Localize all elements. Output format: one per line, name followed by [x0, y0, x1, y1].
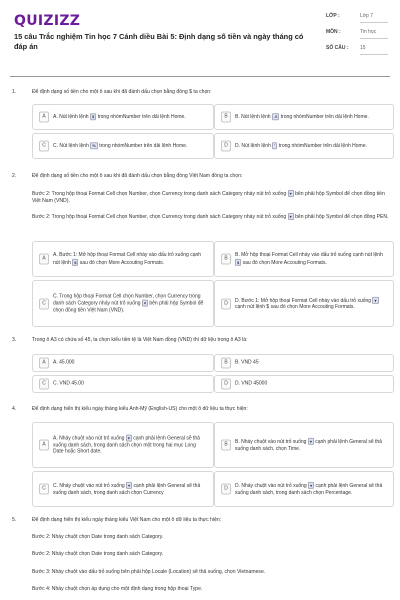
option-c[interactable] — [32, 280, 214, 327]
quizizz-logo: QUIZIZZ — [14, 13, 81, 29]
option-text: D. Bước 1: Mở hộp thoại Format Cell nháy vào dấu trỏ xuống ▾ cạnh nút lệnh $ sau đó chọn More Accouting Formats. — [235, 297, 377, 310]
question-number: 1. — [12, 89, 17, 95]
option-text: B. VND 45 — [235, 359, 259, 366]
meta-count-row — [326, 45, 388, 55]
option-text: A. Nút lệnh lệnh $ trong nhómNumber trên dải lệnh Home. — [53, 114, 186, 121]
option-d[interactable] — [214, 280, 394, 327]
option-a[interactable] — [32, 104, 214, 130]
option-c[interactable] — [32, 471, 214, 507]
header-divider — [10, 76, 390, 77]
subject-value: Tin học — [360, 29, 388, 39]
dropdown-arrow-icon: ▾ — [309, 438, 312, 444]
option-letter: D — [221, 298, 231, 309]
option-b[interactable] — [214, 241, 394, 277]
option-d[interactable] — [214, 471, 394, 507]
option-letter: C — [39, 298, 49, 309]
option-text: A. 45.000 — [53, 359, 75, 366]
question-step: Bước 2: Nháy chuột chọn Date trong danh sách Category. — [32, 551, 164, 557]
class-value: Lớp 7 — [360, 13, 388, 23]
question-text: Trong ô A3 có chứa số 45, ta chọn kiểu tiền tệ là Việt Nam đồng (VND) thì dữ liệu trong ô A3 là: — [32, 337, 248, 343]
dropdown-arrow-icon: ▾ — [127, 435, 130, 441]
decimal-button-icon: .0 — [273, 114, 278, 120]
dropdown-arrow-icon: ▾ — [143, 300, 146, 306]
option-c[interactable] — [32, 375, 214, 393]
dropdown-arrow-icon: ▾ — [310, 482, 313, 488]
option-letter: A — [39, 254, 49, 265]
count-value: 15 — [360, 45, 388, 55]
option-text: D. Nháy chuột vào nút trỏ xuống ▾ cạnh phải lệnh General sẽ thả xuống danh sách, trong danh sách chọn Percentage. — [235, 482, 383, 496]
percent-button-icon: % — [92, 143, 96, 149]
question-2 — [12, 173, 392, 328]
currency-button-icon: $ — [74, 259, 77, 265]
option-b[interactable] — [214, 422, 394, 468]
question-step: Bước 4: Nháy chuột chọn áp dụng cho một định dạng trong hộp thoại Type. — [32, 586, 203, 592]
option-text: C. VND 45.00 — [53, 380, 84, 387]
meta-panel — [326, 13, 388, 61]
option-d[interactable] — [214, 375, 394, 393]
option-letter: B — [221, 358, 231, 369]
meta-class-row — [326, 13, 388, 23]
option-a[interactable] — [32, 422, 214, 468]
question-4 — [12, 406, 392, 506]
question-text: Để định dạng số tiền cho một ô sau khi đã đánh dấu chọn bằng đồng $ ta chọn: — [32, 89, 212, 95]
option-d[interactable] — [214, 133, 394, 159]
question-text: Để định dạng hiển thị kiểu ngày tháng kiểu Anh-Mỹ (English-US) cho một ô dữ liệu ta thực hiện: — [32, 406, 248, 412]
option-c[interactable] — [32, 133, 214, 159]
option-letter: A — [39, 112, 49, 123]
count-label: SỐ CÂU : — [326, 45, 349, 51]
comma-button-icon: ’ — [274, 143, 276, 149]
currency-button-icon: $ — [91, 114, 95, 120]
question-number: 4. — [12, 406, 17, 412]
option-text: A. Bước 1: Mở hộp thoại Format Cell nháy vào dấu trỏ xuống cạnh nút lệnh $ sau đó chọn More Accouting Formats. — [53, 251, 202, 266]
question-step: Bước 2: Trong hộp thoại Format Cell chọn Number, chọn Currency trong danh sách Category nháy nút trỏ xuống ▾ bên phải hộp Symbol để chọn đồng tiền Việt Nam (VND). — [32, 191, 385, 204]
question-5 — [12, 517, 392, 597]
option-text: C. Nháy chuột vào nút trỏ xuống ▾ cạnh phải lệnh General sẽ thả xuống danh sách, trong danh sách chọn Currency — [53, 482, 201, 496]
dropdown-arrow-icon: ▾ — [289, 214, 292, 219]
option-text: D. VND 45000 — [235, 380, 268, 387]
question-text: Để định dạng hiển thị kiểu ngày tháng kiểu Việt Nam cho một ô dữ liệu ta thực hiện: — [32, 517, 222, 523]
dropdown-arrow-icon: ▾ — [374, 297, 377, 303]
option-b[interactable] — [214, 104, 394, 130]
option-text: B. Nháy chuột vào nút trỏ xuống ▾ cạnh phải lệnh General sẽ thả xuống danh sách, chọn Time. — [235, 438, 382, 452]
option-letter: B — [221, 254, 231, 265]
option-letter: C — [39, 379, 49, 390]
option-letter: D — [221, 379, 231, 390]
option-text: C. Trong hộp thoại Format Cell chọn Number, chọn Currency trong danh sách Category nháy nút trỏ xuống ▾ bên phải hộp Symbol để chọn đồng tiền Việt Nam (VND). — [53, 293, 204, 314]
option-letter: A — [39, 358, 49, 369]
page-title: 15 câu Trắc nghiệm Tin học 7 Cánh diều Bài 5: Định dạng số tiền và ngày tháng có đáp án — [14, 32, 304, 51]
option-letter: B — [221, 112, 231, 123]
option-a[interactable] — [32, 241, 214, 277]
meta-subject-row — [326, 29, 388, 39]
option-text: A. Nháy chuột vào nút trỏ xuống ▾ cạnh phải lệnh General sẽ thả xuống danh sách, trong danh sách chọn một trong hai mục Long Date hoặc Short date. — [53, 435, 200, 455]
question-1 — [12, 89, 392, 164]
question-number: 3. — [12, 337, 17, 343]
option-text: B. Nút lệnh lệnh .0 trong nhómNumber trên dải lệnh Home. — [235, 114, 369, 121]
question-number: 5. — [12, 517, 17, 523]
option-letter: A — [39, 440, 49, 451]
question-3 — [12, 337, 392, 397]
option-letter: D — [221, 484, 231, 495]
subject-label: MÔN : — [326, 29, 341, 35]
option-text: B. Mở hộp thoại Format Cell nháy vào dấu trỏ xuống cạnh nút lệnh $ sau đó chọn More Accouting Formats. — [235, 251, 383, 266]
question-text: Để định dạng số tiền cho một ô sau khi đã đánh dấu chọn bằng đồng Việt Nam đồng ta chọn: — [32, 173, 243, 179]
class-label: LỚP : — [326, 13, 340, 19]
option-a[interactable] — [32, 354, 214, 372]
question-step: Bước 2: Trong hộp thoại Format Cell chọn Number, chọn Currency trong danh sách Category nháy nút trỏ xuống ▾ bên phải hộp Symbol để chọn đồng PEN. — [32, 214, 389, 220]
option-text: D. Nút lệnh lệnh ’ trong nhómNumber trên dải lệnh Home. — [235, 143, 367, 150]
question-number: 2. — [12, 173, 17, 179]
option-letter: D — [221, 141, 231, 152]
dropdown-arrow-icon: ▾ — [128, 482, 131, 488]
dropdown-arrow-icon: ▾ — [289, 191, 292, 196]
option-letter: C — [39, 484, 49, 495]
question-step: Bước 3: Nháy chuột vào dấu trỏ xuống bên phải hộp Locale (Location) sẽ thả xuống, chọn Vietnamese. — [32, 569, 266, 575]
option-letter: C — [39, 141, 49, 152]
option-text: C. Nút lệnh lệnh % trong nhómNumber trên dải lệnh Home. — [53, 143, 188, 150]
question-step: Bước 2: Nháy chuột chọn Date trong danh sách Category. — [32, 534, 164, 540]
option-letter: B — [221, 440, 231, 451]
currency-button-icon: $ — [237, 259, 240, 265]
option-b[interactable] — [214, 354, 394, 372]
